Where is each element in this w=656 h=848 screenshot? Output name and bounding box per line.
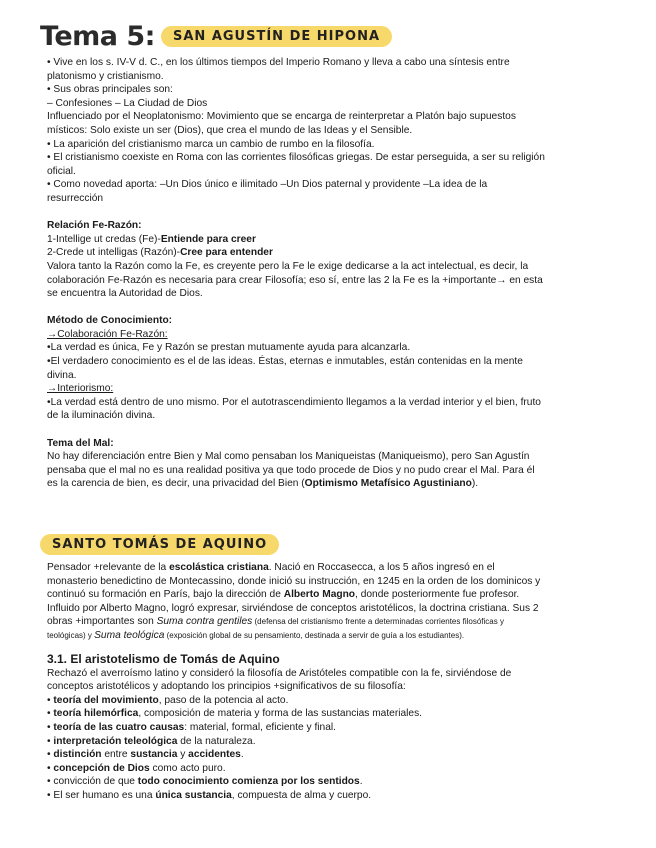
text-line: monasterio benedictino de Montecassino, donde inició su instrucción, en 1245 en la orden de los dominicos y <box>47 575 541 587</box>
page-header <box>40 18 392 54</box>
text-line: 1-Intellige ut credas (Fe)-Entiende para creer <box>47 233 256 245</box>
text-line: Valora tanto la Razón como la Fe, es creyente pero la Fe le exige dedicarse a la act intelectual, es decir, la <box>47 260 529 272</box>
text-line: No hay diferenciación entre Bien y Mal como pensaban los Maniqueistas (Maniqueismo), pero San Agustín <box>47 451 530 463</box>
text-line: se encuentra la Autoridad de Dios. <box>47 288 203 300</box>
text-line: continuó su formación en París, bajo la dirección de Alberto Magno, donde posteriormente fue profesor. <box>47 589 520 601</box>
tomas-section <box>47 561 627 803</box>
text-line: oficial. <box>47 165 76 177</box>
text-line: •La verdad es única, Fe y Razón se prestan mutuamente ayuda para alcanzarla. <box>47 342 411 354</box>
fe-razon-title: Relación Fe-Razón: <box>47 220 142 232</box>
tomas-heading <box>40 535 279 553</box>
text-line: de la iluminación divina. <box>47 410 156 422</box>
list-item: • distinción entre sustancia y accidentes. <box>47 749 244 761</box>
text-line: Influido por Alberto Magno, logró expresar, sirviéndose de conceptos aristotélicos, la doctrina cristiana. Sus 2 <box>47 602 539 614</box>
text-line: 2-Crede ut intelligas (Razón)-Cree para entender <box>47 247 273 259</box>
subheading-interiorismo: →Interiorismo: <box>47 383 114 395</box>
text-line: teológicas) y Suma teológica (exposición global de su pensamiento, destinada a servir de guía a los estudiantes). <box>47 629 465 641</box>
list-item: • teoría de las cuatro causas: material, formal, eficiente y final. <box>47 721 336 733</box>
text-line: Rechazó el averroísmo latino y consideró la filosofía de Aristóteles compatible con la fe, sirviéndose de <box>47 667 512 679</box>
list-item: • interpretación teleológica de la naturaleza. <box>47 735 256 747</box>
mal-title: Tema del Mal: <box>47 437 114 449</box>
list-item: • convicción de que todo conocimiento comienza por los sentidos. <box>47 776 363 788</box>
text-line: pensaba que el mal no es una realidad positiva ya que todo procede de Dios y no pudo crear el Mal. Para él <box>47 464 535 476</box>
text-line: resurrección <box>47 192 104 204</box>
section-title-highlight: SANTO TOMÁS DE AQUINO <box>40 534 279 555</box>
text-line: •La verdad está dentro de uno mismo. Por el autotrascendimiento llegamos a la verdad interior y el bien, fruto <box>47 396 541 408</box>
text-line: colaboración Fe-Razón es necesaria para crear Filosofía; eso sí, entre las 2 la Fe es la +importante→ en esta <box>47 274 543 286</box>
list-item: • concepción de Dios como acto puro. <box>47 762 226 774</box>
text-line: es la carencia de bien, es decir, una privacidad del Bien (Optimismo Metafísico Agustiniano). <box>47 478 479 490</box>
text-line: místicos: Solo existe un ser (Dios), que crea el mundo de las Ideas y el Sensible. <box>47 124 413 136</box>
subheading-colaboracion: →Colaboración Fe-Razón: <box>47 328 168 340</box>
text-line: • El cristianismo coexiste en Roma con las corrientes filosóficas griegas. De estar perseguida, a ser su religión <box>47 152 545 164</box>
list-item: • teoría del movimiento, paso de la potencia al acto. <box>47 694 289 706</box>
text-line: • La aparición del cristianismo marca un cambio de rumbo en la filosofía. <box>47 138 375 150</box>
text-line: obras +importantes son Suma contra gentiles (defensa del cristianismo frente a determinadas corrientes filosóficas y <box>47 616 504 628</box>
text-line: platonismo y cristianismo. <box>47 70 164 82</box>
text-line: • Vive en los s. IV-V d. C., en los últimos tiempos del Imperio Romano y lleva a cabo una síntesis entre <box>47 57 510 68</box>
agustin-section <box>47 56 622 491</box>
text-line: •El verdadero conocimiento es el de las ideas. Éstas, eternas e inmutables, están contenidas en la mente <box>47 356 523 368</box>
topic-number: Tema 5: <box>40 20 155 52</box>
text-line: – Confesiones – La Ciudad de Dios <box>47 97 208 109</box>
subsection-title: 3.1. El aristotelismo de Tomás de Aquino <box>47 651 280 666</box>
text-line: Pensador +relevante de la escolástica cristiana. Nació en Roccasecca, a los 5 años ingresó en el <box>47 562 495 573</box>
topic-title-highlight: SAN AGUSTÍN DE HIPONA <box>161 26 392 47</box>
text-line: • Como novedad aporta: –Un Dios único e ilimitado –Un Dios paternal y providente –La idea de la <box>47 179 488 191</box>
list-item: • teoría hilemórfica, composición de materia y forma de las sustancias materiales. <box>47 708 423 720</box>
list-item: • El ser humano es una única sustancia, compuesta de alma y cuerpo. <box>47 789 372 801</box>
text-line: Influenciado por el Neoplatonismo: Movimiento que se encarga de reinterpretar a Platón bajo supuestos <box>47 111 516 123</box>
text-line: conceptos aristotélicos y adoptando los principios +significativos de su filosofía: <box>47 681 406 693</box>
metodo-title: Método de Conocimiento: <box>47 315 173 327</box>
text-line: • Sus obras principales son: <box>47 84 173 96</box>
text-line: divina. <box>47 369 77 381</box>
